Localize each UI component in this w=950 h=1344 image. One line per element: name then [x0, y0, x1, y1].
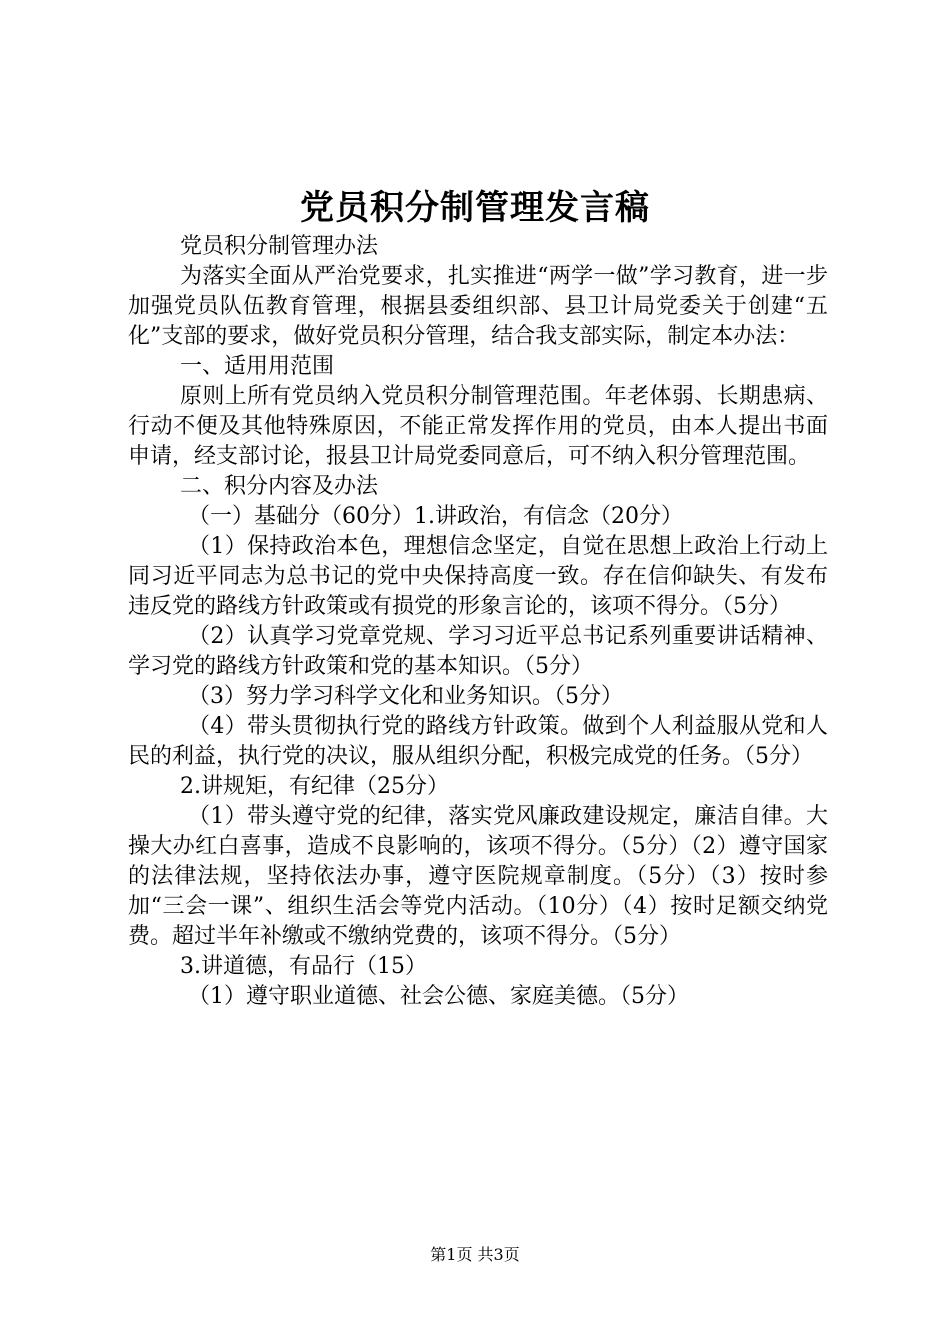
- document-title: 党员积分制管理发言稿: [300, 188, 650, 228]
- list-item: （1）保持政治本色，理想信念坚定，自觉在思想上政治上行动上同习近平同志为总书记的党中央保持高度一致。存在信仰缺失、有发布违反党的路线方针政策或有损党的形象言论的，该项不得分。（5分）: [128, 534, 828, 619]
- list-item: （1）带头遵守党的纪律，落实党风廉政建设规定，廉洁自律。大操大办红白喜事，造成不良影响的，该项不得分。（5分）（2）遵守国家的法律法规，坚持依法办事，遵守医院规章制度。（5分）（3）按时参加“三会一课”、组织生活会等党内活动。（10分）（4）按时足额交纳党费。超过半年补缴或不缴纳党费的，该项不得分。（5分）: [128, 804, 828, 949]
- list-item: （4）带头贯彻执行党的路线方针政策。做到个人利益服从党和人民的利益，执行党的决议，服从组织分配，积极完成党的任务。（5分）: [128, 714, 828, 769]
- list-item: （3）努力学习科学文化和业务知识。（5分）: [188, 684, 623, 709]
- list-item: （2）认真学习党章党规、学习习近平总书记系列重要讲话精神、学习党的路线方针政策和党的基本知识。（5分）: [128, 624, 828, 679]
- document-body: [128, 232, 828, 1012]
- paragraph-intro: 为落实全面从严治党要求，扎实推进“两学一做”学习教育，进一步加强党员队伍教育管理，根据县委组织部、县卫计局党委关于创建“五化”支部的要求，做好党员积分管理，结合我支部实际，制定本办法：: [128, 264, 828, 349]
- section-heading-content: 二、积分内容及办法: [180, 474, 379, 499]
- paragraph-subtitle: 党员积分制管理办法: [180, 234, 379, 259]
- section-heading-scope: 一、适用用范围: [180, 354, 335, 379]
- page-footer: 第1页 共3页: [430, 1245, 520, 1264]
- list-item: （1）遵守职业道德、社会公德、家庭美德。（5分）: [188, 984, 689, 1009]
- subsection-heading-discipline: 2.讲规矩，有纪律（25分）: [180, 774, 449, 799]
- subsection-heading-basic-score: （一）基础分（60分）1.讲政治，有信念（20分）: [188, 504, 683, 529]
- subsection-heading-morality: 3.讲道德，有品行（15）: [180, 954, 427, 979]
- paragraph-scope: 原则上所有党员纳入党员积分制管理范围。年老体弱、长期患病、行动不便及其他特殊原因，不能正常发挥作用的党员，由本人提出书面申请，经支部讨论，报县卫计局党委同意后，可不纳入积分管理范围。: [128, 384, 828, 469]
